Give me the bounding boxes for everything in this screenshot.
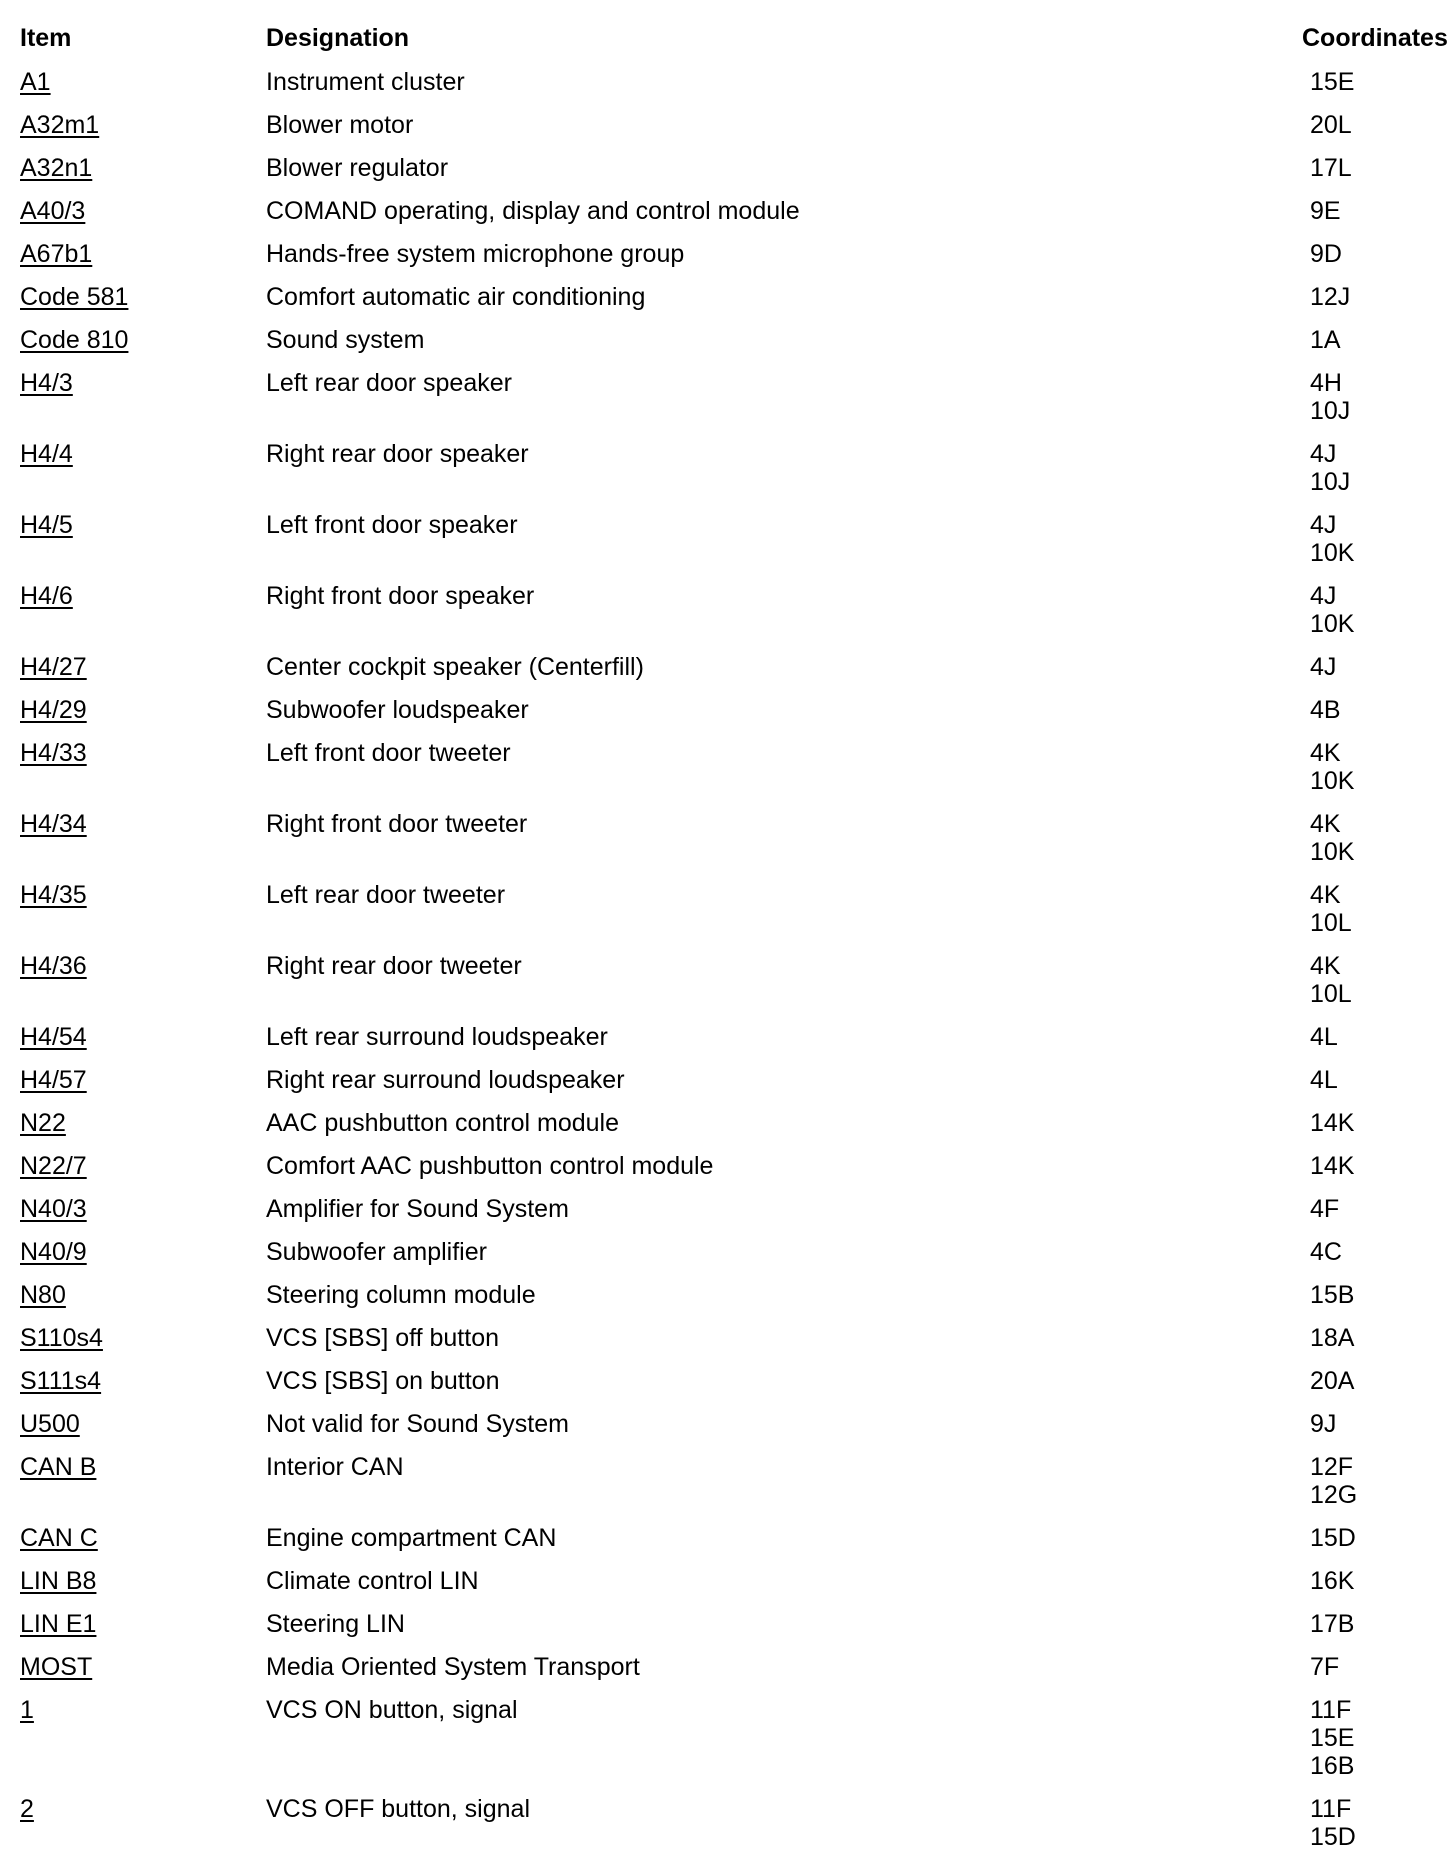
- table-row: [0, 150, 1456, 193]
- item-link[interactable]: MOST: [20, 1653, 93, 1681]
- table-row: [0, 279, 1456, 322]
- coordinate-value: 12G: [1310, 1481, 1358, 1509]
- item-link[interactable]: H4/4: [20, 440, 73, 468]
- table-row: [0, 1019, 1456, 1062]
- coordinates-cell: [1310, 511, 1354, 567]
- item-link[interactable]: 1: [20, 1696, 34, 1724]
- item-link[interactable]: A1: [20, 68, 51, 96]
- table-row: [0, 1791, 1456, 1862]
- item-link[interactable]: H4/54: [20, 1023, 87, 1051]
- designation-text: Engine compartment CAN: [266, 1524, 557, 1552]
- coordinate-value: 15E: [1310, 68, 1355, 96]
- table-row: [0, 1320, 1456, 1363]
- item-link[interactable]: H4/29: [20, 696, 87, 724]
- coordinate-value: 10L: [1310, 980, 1352, 1008]
- coordinate-value: 10J: [1310, 397, 1351, 425]
- item-link[interactable]: N22/7: [20, 1152, 87, 1180]
- table-row: [0, 1449, 1456, 1520]
- coordinate-value: 4J: [1310, 511, 1337, 539]
- coordinate-value: 4H: [1310, 369, 1342, 397]
- coordinates-cell: [1310, 111, 1352, 139]
- item-link[interactable]: 2: [20, 1795, 34, 1823]
- coordinate-value: 20L: [1310, 111, 1352, 139]
- coordinate-value: 4K: [1310, 952, 1341, 980]
- item-link[interactable]: CAN C: [20, 1524, 98, 1552]
- coordinate-value: 10J: [1310, 468, 1351, 496]
- coordinates-cell: [1310, 1524, 1356, 1552]
- designation-text: Media Oriented System Transport: [266, 1653, 640, 1681]
- item-link[interactable]: H4/57: [20, 1066, 87, 1094]
- coordinates-cell: [1310, 326, 1341, 354]
- coordinates-cell: [1310, 1195, 1339, 1223]
- table-row: [0, 1148, 1456, 1191]
- coordinates-cell: [1310, 240, 1342, 268]
- designation-text: Right rear door tweeter: [266, 952, 522, 980]
- designation-text: Comfort AAC pushbutton control module: [266, 1152, 714, 1180]
- designation-text: Steering LIN: [266, 1610, 405, 1638]
- item-link[interactable]: U500: [20, 1410, 80, 1438]
- designation-text: Instrument cluster: [266, 68, 465, 96]
- designation-text: VCS [SBS] off button: [266, 1324, 500, 1352]
- coordinates-cell: [1310, 154, 1352, 182]
- designation-text: Right front door speaker: [266, 582, 535, 610]
- coordinates-cell: [1310, 1453, 1357, 1509]
- designation-text: Left front door tweeter: [266, 739, 511, 767]
- coordinate-value: 4K: [1310, 881, 1341, 909]
- designation-text: Center cockpit speaker (Centerfill): [266, 653, 644, 681]
- coordinate-value: 12F: [1310, 1453, 1354, 1481]
- designation-text: Subwoofer loudspeaker: [266, 696, 529, 724]
- designation-text: Not valid for Sound System: [266, 1410, 569, 1438]
- coordinate-value: 11F: [1310, 1696, 1352, 1724]
- item-link[interactable]: H4/34: [20, 810, 87, 838]
- coordinates-cell: [1310, 283, 1350, 311]
- item-link[interactable]: A32m1: [20, 111, 100, 139]
- item-link[interactable]: S111s4: [20, 1367, 102, 1395]
- coordinate-value: 7F: [1310, 1653, 1340, 1681]
- coordinate-value: 16K: [1310, 1567, 1355, 1595]
- designation-text: Left rear door speaker: [266, 369, 512, 397]
- coordinate-value: 4K: [1310, 810, 1341, 838]
- item-link[interactable]: H4/5: [20, 511, 73, 539]
- table-row: [0, 436, 1456, 507]
- coordinate-value: 1A: [1310, 326, 1341, 354]
- table-body: [0, 64, 1456, 1862]
- header-coordinates: Coordinates: [1302, 24, 1448, 52]
- coordinates-cell: [1310, 1567, 1354, 1595]
- coordinate-value: 15B: [1310, 1281, 1355, 1309]
- designation-text: VCS ON button, signal: [266, 1696, 518, 1724]
- coordinate-value: 4L: [1310, 1023, 1338, 1051]
- coordinates-cell: [1310, 1610, 1354, 1638]
- coordinate-value: 4L: [1310, 1066, 1338, 1094]
- table-row: [0, 64, 1456, 107]
- item-link[interactable]: S110s4: [20, 1324, 103, 1352]
- header-item: Item: [20, 24, 72, 52]
- coordinates-cell: [1310, 440, 1350, 496]
- item-link[interactable]: Code 581: [20, 283, 129, 311]
- coordinates-cell: [1310, 68, 1354, 96]
- designation-text: Right rear door speaker: [266, 440, 529, 468]
- coordinates-cell: [1310, 1238, 1342, 1266]
- table-row: [0, 507, 1456, 578]
- designation-text: Left rear door tweeter: [266, 881, 506, 909]
- table-row: [0, 1062, 1456, 1105]
- item-link[interactable]: A32n1: [20, 154, 93, 182]
- coordinates-cell: [1310, 653, 1336, 681]
- table-row: [0, 1563, 1456, 1606]
- coordinate-value: 20A: [1310, 1367, 1355, 1395]
- coordinate-value: 4C: [1310, 1238, 1342, 1266]
- coordinate-value: 17B: [1310, 1610, 1355, 1638]
- table-row: [0, 1277, 1456, 1320]
- item-link[interactable]: A67b1: [20, 240, 93, 268]
- coordinates-cell: [1310, 582, 1354, 638]
- table-row: [0, 649, 1456, 692]
- coordinates-cell: [1310, 1023, 1338, 1051]
- item-link[interactable]: A40/3: [20, 197, 86, 225]
- coordinate-value: 10K: [1310, 539, 1355, 567]
- designation-text: VCS [SBS] on button: [266, 1367, 500, 1395]
- item-link[interactable]: N80: [20, 1281, 66, 1309]
- coordinate-value: 14K: [1310, 1152, 1355, 1180]
- designation-text: Hands-free system microphone group: [266, 240, 685, 268]
- designation-text: COMAND operating, display and control module: [266, 197, 800, 225]
- designation-text: Interior CAN: [266, 1453, 404, 1481]
- coordinate-value: 4F: [1310, 1195, 1340, 1223]
- coordinates-cell: [1310, 1324, 1354, 1352]
- header-designation: Designation: [266, 24, 410, 52]
- designation-text: Blower motor: [266, 111, 414, 139]
- coordinates-cell: [1310, 1152, 1354, 1180]
- coordinates-cell: [1310, 952, 1352, 1008]
- designation-text: Comfort automatic air conditioning: [266, 283, 646, 311]
- coordinates-cell: [1310, 810, 1354, 866]
- table-row: [0, 193, 1456, 236]
- coordinates-cell: [1310, 1281, 1354, 1309]
- item-link[interactable]: H4/33: [20, 739, 87, 767]
- item-link[interactable]: LIN B8: [20, 1567, 97, 1595]
- designation-text: Amplifier for Sound System: [266, 1195, 569, 1223]
- coordinates-cell: [1310, 1696, 1354, 1780]
- coordinate-value: 10K: [1310, 838, 1355, 866]
- designation-text: Subwoofer amplifier: [266, 1238, 487, 1266]
- coordinate-value: 15D: [1310, 1524, 1356, 1552]
- designation-text: Sound system: [266, 326, 425, 354]
- designation-text: VCS OFF button, signal: [266, 1795, 531, 1823]
- coordinates-cell: [1310, 1795, 1356, 1851]
- table-row: [0, 107, 1456, 150]
- coordinates-cell: [1310, 1109, 1354, 1137]
- item-link[interactable]: N40/3: [20, 1195, 87, 1223]
- item-link[interactable]: H4/27: [20, 653, 87, 681]
- coordinates-cell: [1310, 1410, 1336, 1438]
- coordinate-value: 10K: [1310, 767, 1355, 795]
- item-link[interactable]: H4/36: [20, 952, 87, 980]
- coordinate-value: 15D: [1310, 1823, 1356, 1851]
- coordinate-value: 18A: [1310, 1324, 1355, 1352]
- coordinate-value: 12J: [1310, 283, 1351, 311]
- table-row: [0, 1105, 1456, 1148]
- coordinates-cell: [1310, 369, 1350, 425]
- coordinate-value: 11F: [1310, 1795, 1352, 1823]
- coordinate-value: 10L: [1310, 909, 1352, 937]
- coordinate-value: 9D: [1310, 240, 1342, 268]
- table-row: [0, 322, 1456, 365]
- table-row: [0, 236, 1456, 279]
- table-row: [0, 735, 1456, 806]
- designation-text: Climate control LIN: [266, 1567, 479, 1595]
- designation-text: Right rear surround loudspeaker: [266, 1066, 625, 1094]
- designation-text: Left rear surround loudspeaker: [266, 1023, 608, 1051]
- table-row: [0, 1606, 1456, 1649]
- table-row: [0, 1234, 1456, 1277]
- table-row: [0, 1406, 1456, 1449]
- coordinate-value: 4B: [1310, 696, 1341, 724]
- coordinates-cell: [1310, 696, 1341, 724]
- coordinate-value: 17L: [1310, 154, 1352, 182]
- table-row: [0, 578, 1456, 649]
- item-link[interactable]: Code 810: [20, 326, 129, 354]
- coordinates-cell: [1310, 1653, 1339, 1681]
- coordinates-cell: [1310, 1367, 1354, 1395]
- designation-text: Right front door tweeter: [266, 810, 528, 838]
- coordinates-cell: [1310, 739, 1354, 795]
- item-link[interactable]: H4/6: [20, 582, 73, 610]
- coordinate-value: 4K: [1310, 739, 1341, 767]
- table-row: [0, 1649, 1456, 1692]
- table-row: [0, 692, 1456, 735]
- coordinate-value: 4J: [1310, 582, 1337, 610]
- table-row: [0, 877, 1456, 948]
- table-row: [0, 365, 1456, 436]
- table-row: [0, 1363, 1456, 1406]
- designation-text: Blower regulator: [266, 154, 449, 182]
- coordinates-cell: [1310, 1066, 1338, 1094]
- designation-text: Left front door speaker: [266, 511, 518, 539]
- coordinate-value: 4J: [1310, 653, 1337, 681]
- coordinate-value: 16B: [1310, 1752, 1355, 1780]
- table-row: [0, 1692, 1456, 1791]
- coordinate-value: 9E: [1310, 197, 1341, 225]
- designation-text: Steering column module: [266, 1281, 536, 1309]
- item-link[interactable]: LIN E1: [20, 1610, 97, 1638]
- table-row: [0, 806, 1456, 877]
- coordinates-cell: [1310, 197, 1341, 225]
- item-link[interactable]: CAN B: [20, 1453, 97, 1481]
- designation-text: AAC pushbutton control module: [266, 1109, 619, 1137]
- table-row: [0, 1191, 1456, 1234]
- coordinates-cell: [1310, 881, 1352, 937]
- item-link[interactable]: N40/9: [20, 1238, 87, 1266]
- table-row: [0, 948, 1456, 1019]
- coordinate-value: 14K: [1310, 1109, 1355, 1137]
- table-row: [0, 1520, 1456, 1563]
- coordinate-value: 4J: [1310, 440, 1337, 468]
- item-link[interactable]: N22: [20, 1109, 66, 1137]
- coordinate-value: 15E: [1310, 1724, 1355, 1752]
- item-link[interactable]: H4/35: [20, 881, 87, 909]
- item-link[interactable]: H4/3: [20, 369, 73, 397]
- coordinate-value: 9J: [1310, 1410, 1337, 1438]
- coordinate-value: 10K: [1310, 610, 1355, 638]
